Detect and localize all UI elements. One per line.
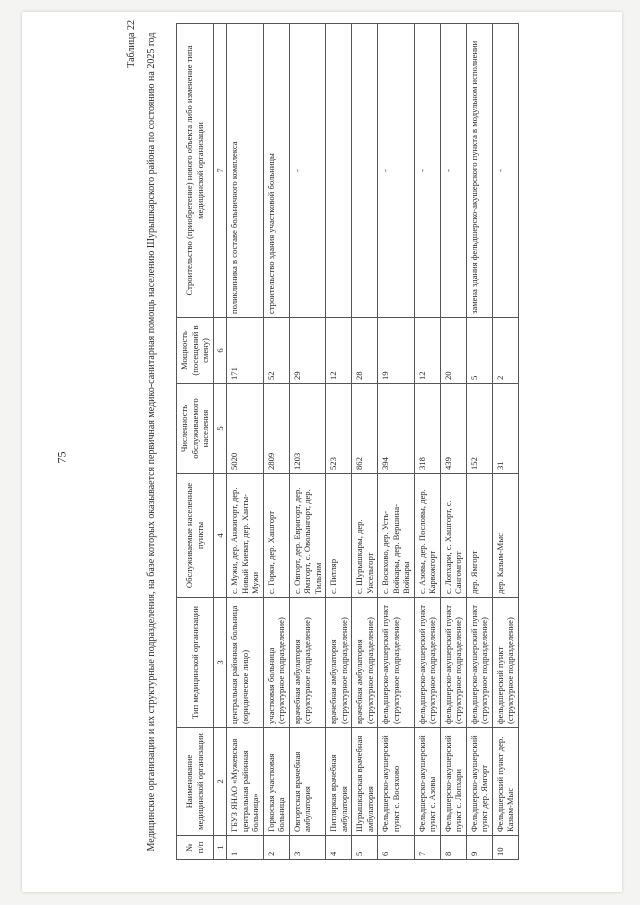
organization-name: Питляркая врачебная амбулатория xyxy=(326,728,352,836)
organization-type: фельдшерский пункт (структурное подразделение) xyxy=(492,598,518,728)
column-number: 7 xyxy=(213,24,227,318)
construction: - xyxy=(492,24,518,318)
served-settlements: с. Лопхари, с. Хашгорт, с. Сангомгорт xyxy=(440,474,466,598)
organization-type: фельдшерско-акушерский пункт (структурное подразделение) xyxy=(378,598,415,728)
capacity: 28 xyxy=(352,318,378,384)
column-number: 6 xyxy=(213,318,227,384)
served-settlements: с. Овгорт, дер. Евригорт, дер. Ямзгорт, с. Оволынгорт, дер. Тильтим xyxy=(289,474,326,598)
table-row xyxy=(289,24,326,860)
header-cell: Мощность (посещений в смену) xyxy=(177,318,214,384)
organization-name: Шурышкарская врачебная амбулатория xyxy=(352,728,378,836)
capacity: 12 xyxy=(414,318,440,384)
construction: - xyxy=(440,24,466,318)
medical-organizations-table xyxy=(176,23,519,860)
table-row xyxy=(440,24,466,860)
served-settlements: с. Горки, дер. Хашгорт xyxy=(263,474,289,598)
row-number: 3 xyxy=(289,836,326,860)
population: 152 xyxy=(466,384,492,474)
header-cell: Строительство (приобретение) нового объекта либо изменение типа медицинской организации xyxy=(177,24,214,318)
population: 1203 xyxy=(289,384,326,474)
population: 439 xyxy=(440,384,466,474)
rotated-table-area xyxy=(110,12,640,872)
organization-type: фельдшерско-акушерский пункт (структурное подразделение) xyxy=(466,598,492,728)
capacity: 29 xyxy=(289,318,326,384)
header-cell: Численность обслуживаемого населения xyxy=(177,384,214,474)
capacity: 20 xyxy=(440,318,466,384)
population: 523 xyxy=(326,384,352,474)
construction xyxy=(326,24,352,318)
column-number: 4 xyxy=(213,474,227,598)
organization-type: врачебная амбулатория (структурное подразделение) xyxy=(352,598,378,728)
table-row xyxy=(326,24,352,860)
row-number: 10 xyxy=(492,836,518,860)
organization-name: Фельдшерско-акушерский пункт дер. Ямгорт xyxy=(466,728,492,836)
row-number: 4 xyxy=(326,836,352,860)
organization-name: Горкоская участковая больница xyxy=(263,728,289,836)
row-number: 6 xyxy=(378,836,415,860)
header-cell: Наименование медицинской организации xyxy=(177,728,214,836)
table-row xyxy=(414,24,440,860)
capacity: 2 xyxy=(492,318,518,384)
organization-type: центральная районная больница (юридическое лицо) xyxy=(227,598,264,728)
population: 394 xyxy=(378,384,415,474)
row-number: 2 xyxy=(263,836,289,860)
population: 31 xyxy=(492,384,518,474)
construction xyxy=(352,24,378,318)
header-cell: Тип медицинской организации xyxy=(177,598,214,728)
table-caption: Медицинские организации и их структурные подразделения, на базе которых оказывается первичная медико-санитарная помощь населению Шурышкарского района по состоянию на 2025 год xyxy=(146,32,157,852)
row-number: 8 xyxy=(440,836,466,860)
served-settlements: дер. Казым-Мыс xyxy=(492,474,518,598)
served-settlements: дер. Ямгорт xyxy=(466,474,492,598)
column-number-row xyxy=(213,24,227,860)
population: 318 xyxy=(414,384,440,474)
header-cell: № п/п xyxy=(177,836,214,860)
population: 5020 xyxy=(227,384,264,474)
organization-type: фельдшерско-акушерский пункт (структурное подразделение) xyxy=(440,598,466,728)
column-number: 2 xyxy=(213,728,227,836)
row-number: 5 xyxy=(352,836,378,860)
column-number: 5 xyxy=(213,384,227,474)
construction: строительство здания участковой больницы xyxy=(263,24,289,318)
row-number: 9 xyxy=(466,836,492,860)
organization-type: врачебная амбулатория (структурное подразделение) xyxy=(326,598,352,728)
column-number: 1 xyxy=(213,836,227,860)
construction: - xyxy=(289,24,326,318)
row-number: 7 xyxy=(414,836,440,860)
organization-type: участковая больница (структурное подразделение) xyxy=(263,598,289,728)
capacity: 52 xyxy=(263,318,289,384)
organization-name: Фельдшерский пункт дер. Казым-Мыс xyxy=(492,728,518,836)
row-number: 1 xyxy=(227,836,264,860)
construction: замена здания фельдшерско-акушерского пункта в модульном исполнении xyxy=(466,24,492,318)
capacity: 171 xyxy=(227,318,264,384)
capacity: 12 xyxy=(326,318,352,384)
served-settlements: с. Азовы, дер. Пословы, дер. Карвожгорт xyxy=(414,474,440,598)
table-row xyxy=(492,24,518,860)
population: 2809 xyxy=(263,384,289,474)
organization-name: Фельдшерско-акушерский пункт с. Азовы xyxy=(414,728,440,836)
header-cell: Обслуживаемые населенные пункты xyxy=(177,474,214,598)
served-settlements: с. Питляр xyxy=(326,474,352,598)
organization-name: Овгортская врачебная амбулатория xyxy=(289,728,326,836)
construction: - xyxy=(378,24,415,318)
construction: поликлиника в составе больничного комплекса xyxy=(227,24,264,318)
organization-name: ГБУЗ ЯНАО «Мужевская центральная районная больница» xyxy=(227,728,264,836)
capacity: 19 xyxy=(378,318,415,384)
document-page xyxy=(22,12,622,892)
table-row xyxy=(466,24,492,860)
organization-type: врачебная амбулатория (структурное подразделение) xyxy=(289,598,326,728)
organization-type: фельдшерско-акушерский пункт (структурное подразделение) xyxy=(414,598,440,728)
construction: - xyxy=(414,24,440,318)
population: 862 xyxy=(352,384,378,474)
table-row xyxy=(227,24,264,860)
served-settlements: с. Мужи, дер. Анжигорт, дер. Новый Киеват, дер. Ханты-Мужи xyxy=(227,474,264,598)
capacity: 5 xyxy=(466,318,492,384)
served-settlements: с. Шурышкары, дер. Унсельгорт xyxy=(352,474,378,598)
table-row xyxy=(263,24,289,860)
organization-name: Фельдшерско-акушерский пункт с. Лопхари xyxy=(440,728,466,836)
table-row xyxy=(352,24,378,860)
table-label: Таблица 22 xyxy=(126,20,137,68)
organization-name: Фельдшерско-акушерский пункт с. Восяхово xyxy=(378,728,415,836)
header-row xyxy=(177,24,214,860)
column-number: 3 xyxy=(213,598,227,728)
table-row xyxy=(378,24,415,860)
served-settlements: с. Восяхово, дер. Усть-Войкары, дер. Вершина-Войкары xyxy=(378,474,415,598)
page-number: 75 xyxy=(54,451,69,464)
